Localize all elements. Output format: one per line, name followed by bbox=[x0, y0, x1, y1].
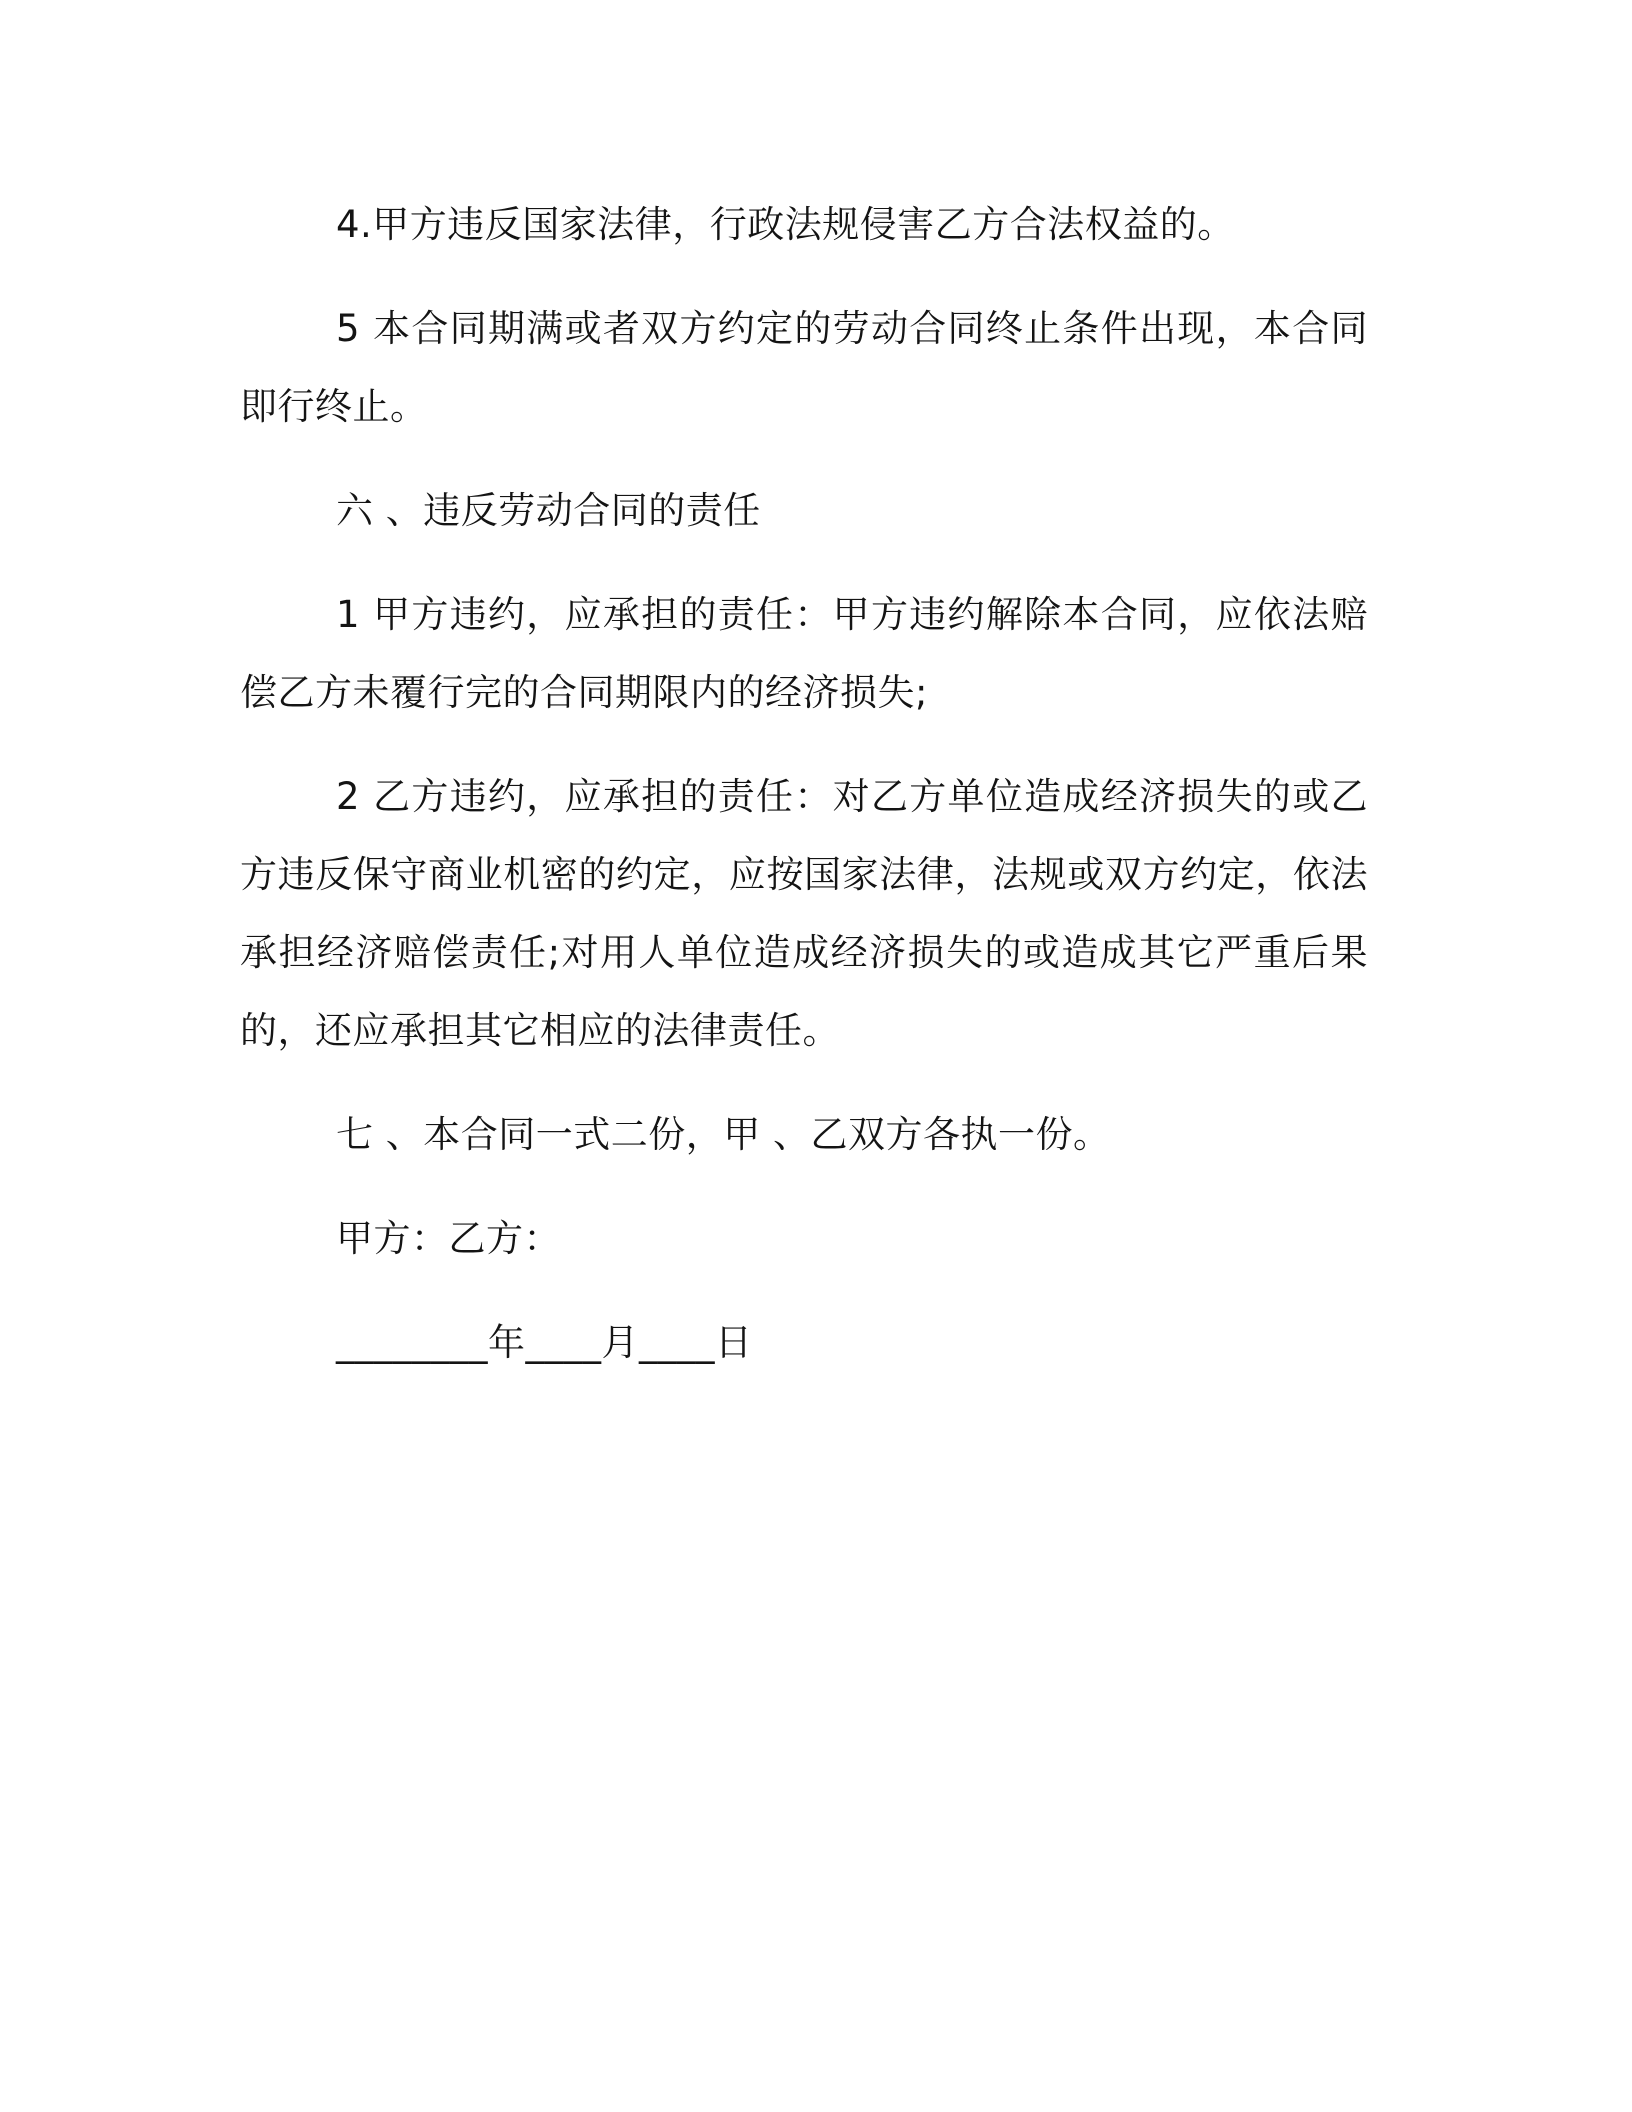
signature-parties-line: 甲方：乙方： bbox=[336, 1217, 561, 1260]
party-b-breach-paragraph: 2 乙方违约，应承担的责任：对乙方单位造成经济损失的或乙方违反保守商业机密的约定，应按国家法律，法规或双方约定，依法承担经济赔偿责任;对用人单位造成经济损失的或造成其它严重后果的，还应承担其它相应的法律责任。 bbox=[240, 775, 1368, 1052]
clause-5-paragraph: 5 本合同期满或者双方约定的劳动合同终止条件出现，本合同即行终止。 bbox=[240, 307, 1368, 428]
clause-4-paragraph: 4.甲方违反国家法律，行政法规侵害乙方合法权益的。 bbox=[336, 203, 1235, 246]
document-body bbox=[240, 186, 1368, 1382]
party-a-breach-paragraph: 1 甲方违约，应承担的责任：甲方违约解除本合同，应依法赔偿乙方未覆行完的合同期限内的经济损失; bbox=[240, 593, 1368, 714]
section-6-heading: 六 、违反劳动合同的责任 bbox=[336, 489, 761, 532]
section-7-copies-paragraph: 七 、本合同一式二份，甲 、乙双方各执一份。 bbox=[336, 1113, 1111, 1156]
signature-date-line: ________年____月____日 bbox=[336, 1321, 753, 1364]
